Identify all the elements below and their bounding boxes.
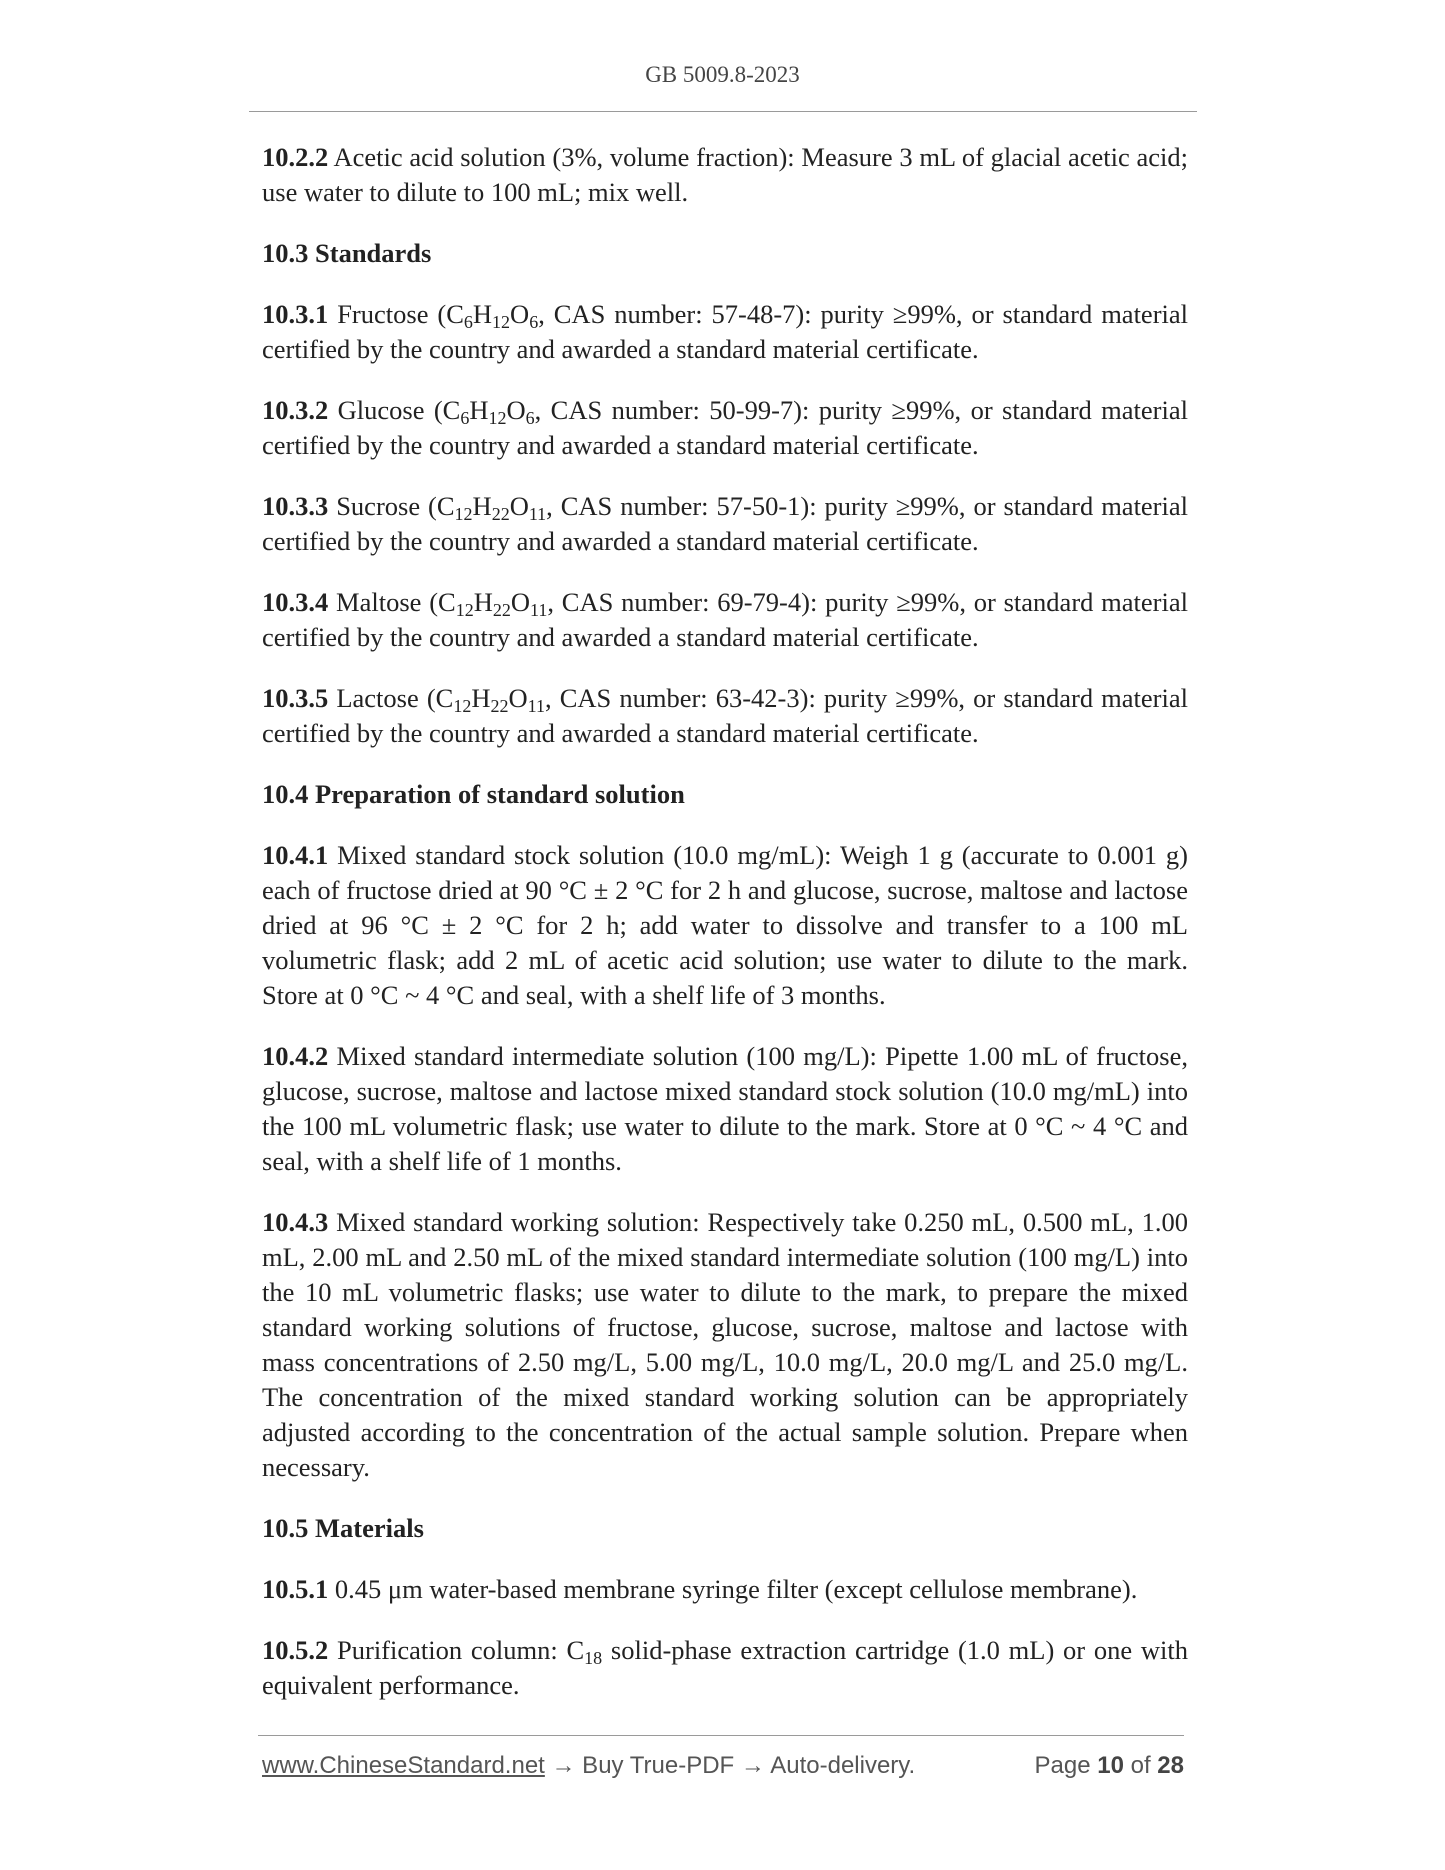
page-of-label: of (1123, 1752, 1158, 1779)
formula-element: H (471, 683, 491, 713)
formula-element: H (472, 491, 492, 521)
clause-10-3-1 (262, 297, 1188, 367)
clause-number: 10.3.5 (262, 683, 329, 713)
clause-number: 10.3.1 (262, 299, 329, 329)
clause-10-3-5 (262, 681, 1188, 751)
clause-text: solid-phase extraction cartridge (1.0 mL) or one with equivalent performance. (262, 1635, 1188, 1700)
subscript: 11 (527, 696, 545, 716)
clause-text: , CAS number: 57-48-7): purity ≥99%, or standard material certified by the country and awarded a standard material certificate. (262, 299, 1189, 364)
subscript: 12 (492, 312, 511, 332)
subscript: 22 (490, 696, 509, 716)
formula-element: O (509, 491, 529, 521)
website-link[interactable]: www.ChineseStandard.net (262, 1752, 545, 1779)
clause-number: 10.3.4 (262, 587, 329, 617)
subscript: 6 (529, 312, 539, 332)
subscript: 12 (488, 408, 507, 428)
subscript: 12 (454, 504, 473, 524)
formula-element: O (506, 395, 526, 425)
clause-text: , CAS number: 57-50-1): purity ≥99%, or standard material certified by the country and awarded a standard material certificate. (262, 491, 1188, 556)
page-indicator (1035, 1752, 1184, 1780)
clause-10-5-2 (262, 1633, 1188, 1703)
section-heading-10-3: 10.3 Standards (262, 238, 432, 268)
clause-number: 10.3.2 (262, 395, 329, 425)
clause-text: Sucrose (C (328, 491, 455, 521)
section-heading-10-4: 10.4 Preparation of standard solution (262, 779, 685, 809)
clause-10-3-4 (262, 585, 1188, 655)
clause-text: , CAS number: 50-99-7): purity ≥99%, or standard material certified by the country and awarded a standard material certificate. (262, 395, 1188, 460)
page-number: 10 (1097, 1752, 1124, 1779)
clause-number: 10.2.2 (262, 142, 329, 172)
page-total: 28 (1157, 1752, 1184, 1779)
section-heading-10-5: 10.5 Materials (262, 1513, 424, 1543)
footer-divider (258, 1735, 1184, 1736)
page-header-title: GB 5009.8-2023 (645, 62, 800, 87)
clause-10-4-3 (262, 1205, 1188, 1485)
clause-text: Acetic acid solution (3%, volume fraction): Measure 3 mL of glacial acetic acid; use water to dilute to 100 mL; mix well. (262, 142, 1188, 207)
subscript: 12 (455, 600, 474, 620)
clause-text: Purification column: C (328, 1635, 585, 1665)
clause-text: Mixed standard working solution: Respectively take 0.250 mL, 0.500 mL, 1.00 mL, 2.00 mL and 2.50 mL of the mixed standard intermediate solution (100 mg/L) into the 10 mL volumetric flasks; use water to dilute to the mark, to prepare the mixed standard working solutions of fructose, glucose, sucrose, maltose and lactose with mass concentrations of 2.50 mg/L, 5.00 mg/L, 10.0 mg/L, 20.0 mg/L and 25.0 mg/L. The concentration of the mixed standard working solution can be appropriately adjusted according to the concentration of the actual sample solution. Prepare when necessary. (262, 1207, 1188, 1482)
clause-text: Mixed standard stock solution (10.0 mg/mL): Weigh 1 g (accurate to 0.001 g) each of fructose dried at 90 °C ± 2 °C for 2 h and glucose, sucrose, maltose and lactose dried at 96 °C ± 2 °C for 2 h; add water to dissolve and transfer to a 100 mL volumetric flask; add 2 mL of acetic acid solution; use water to dilute to the mark. Store at 0 °C ~ 4 °C and seal, with a shelf life of 3 months. (262, 840, 1188, 1010)
clause-number: 10.4.2 (262, 1041, 329, 1071)
formula-element: H (473, 587, 493, 617)
clause-text: Lactose (C (328, 683, 454, 713)
clause-text: 0.45 μm water-based membrane syringe filter (except cellulose membrane). (328, 1574, 1138, 1604)
formula-element: O (510, 299, 530, 329)
page-footer (262, 1752, 1184, 1780)
subscript: 6 (463, 312, 473, 332)
clause-10-2-2 (262, 140, 1188, 210)
clause-10-3-3 (262, 489, 1188, 559)
subscript: 22 (492, 600, 511, 620)
clause-number: 10.5.1 (262, 1574, 329, 1604)
formula-element: O (510, 587, 530, 617)
clause-10-3-2 (262, 393, 1188, 463)
subscript: 12 (453, 696, 472, 716)
document-body (262, 140, 1188, 1729)
subscript: 22 (491, 504, 510, 524)
subscript: 18 (584, 1648, 603, 1668)
subscript: 11 (528, 504, 547, 524)
clause-number: 10.3.3 (262, 491, 329, 521)
clause-10-4-2 (262, 1039, 1188, 1179)
clause-text: Glucose (C (328, 395, 461, 425)
page-label: Page (1034, 1752, 1098, 1779)
subscript: 11 (530, 600, 548, 620)
clause-number: 10.4.3 (262, 1207, 329, 1237)
clause-text: Mixed standard intermediate solution (100 mg/L): Pipette 1.00 mL of fructose, glucose, sucrose, maltose and lactose mixed standard stock solution (10.0 mg/mL) into the 100 mL volumetric flask; use water to dilute to the mark. Store at 0 °C ~ 4 °C and seal, with a shelf life of 1 months. (262, 1041, 1188, 1176)
formula-element: H (472, 299, 493, 329)
footer-promo-text: → Buy True-PDF → Auto-delivery. (544, 1752, 916, 1779)
clause-10-5-1 (262, 1572, 1188, 1607)
subscript: 6 (525, 408, 535, 428)
clause-text: , CAS number: 69-79-4): purity ≥99%, or standard material certified by the country and awarded a standard material certificate. (262, 587, 1188, 652)
clause-text: , CAS number: 63-42-3): purity ≥99%, or standard material certified by the country and awarded a standard material certificate. (262, 683, 1188, 748)
clause-10-4-1 (262, 838, 1188, 1013)
clause-text: Fructose (C (328, 299, 464, 329)
formula-element: O (508, 683, 528, 713)
clause-number: 10.4.1 (262, 840, 329, 870)
clause-text: Maltose (C (328, 587, 456, 617)
header-divider (249, 111, 1197, 112)
formula-element: H (469, 395, 489, 425)
subscript: 6 (460, 408, 470, 428)
clause-number: 10.5.2 (262, 1635, 329, 1665)
